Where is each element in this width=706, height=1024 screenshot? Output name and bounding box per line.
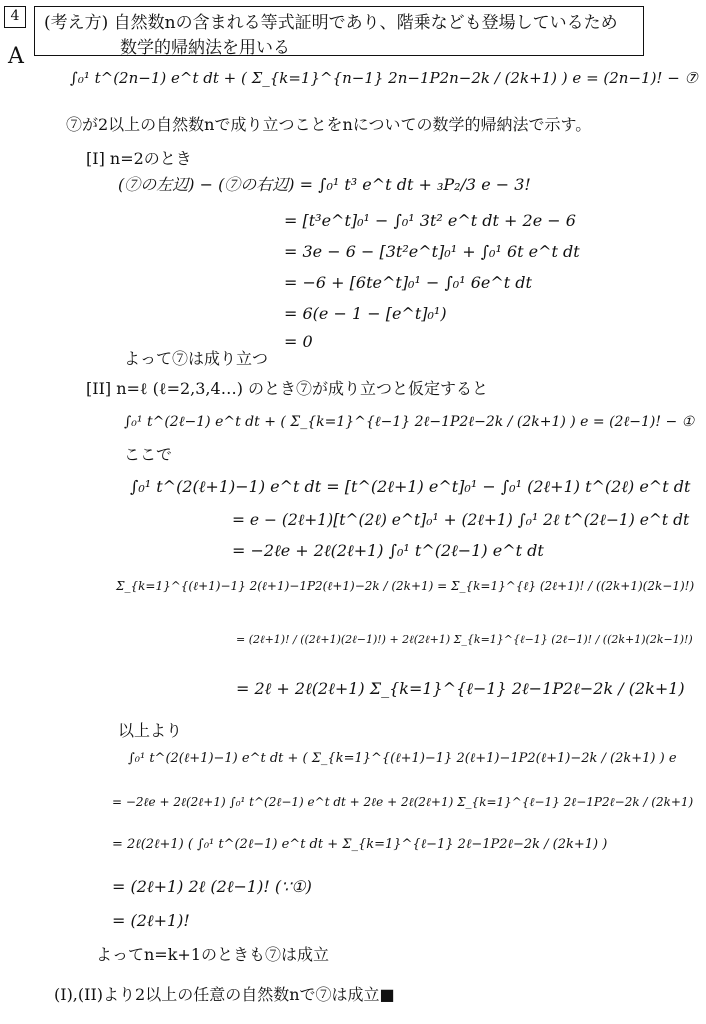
hint-line-1: (考え方) 自然数nの含まれる等式証明であり、階乗なども登場しているため (44, 13, 618, 33)
base-case-line: = [t³e^t]₀¹ − ∫₀¹ 3t² e^t dt + 2e − 6 (284, 211, 576, 230)
base-case-title: [I] n=2のとき (86, 149, 192, 168)
inductive-conclusion: よってn=k+1のときも⑦は成立 (96, 945, 329, 964)
combined-line: = 2ℓ(2ℓ+1) ( ∫₀¹ t^(2ℓ−1) e^t dt + Σ_{k=1}^{ℓ−1} 2ℓ−1P2ℓ−2k / (2k+1) ) (112, 837, 608, 852)
inductive-step-title: [II] n=ℓ (ℓ=2,3,4…) のとき⑦が成り立つと仮定すると (86, 379, 489, 398)
hint-line-2: 数学的帰納法を用いる (120, 38, 290, 58)
base-case-line: (⑦の左辺) − (⑦の右辺) = ∫₀¹ t³ e^t dt + ₃P₂/3 e − 3! (118, 175, 531, 194)
base-case-line: = 0 (284, 332, 313, 351)
base-case-conclusion: よって⑦は成り立つ (124, 349, 269, 368)
integral-line: = e − (2ℓ+1)[t^(2ℓ) e^t]₀¹ + (2ℓ+1) ∫₀¹ 2ℓ t^(2ℓ−1) e^t dt (232, 511, 690, 529)
combined-line: = (2ℓ+1)! (112, 911, 190, 930)
main-equation: ∫₀¹ t^(2n−1) e^t dt + ( Σ_{k=1}^{n−1} 2n−1P2n−2k / (2k+1) ) e = (2n−1)! − ⑦ (70, 69, 699, 87)
answer-label: A (8, 44, 24, 69)
integral-line: ∫₀¹ t^(2(ℓ+1)−1) e^t dt = [t^(2ℓ+1) e^t]₀¹ − ∫₀¹ (2ℓ+1) t^(2ℓ) e^t dt (130, 477, 691, 496)
base-case-line: = −6 + [6te^t]₀¹ − ∫₀¹ 6e^t dt (284, 273, 532, 292)
question-number-box: 4 (4, 6, 26, 28)
base-case-line: = 6(e − 1 − [e^t]₀¹) (284, 304, 447, 323)
sum-line: Σ_{k=1}^{(ℓ+1)−1} 2(ℓ+1)−1P2(ℓ+1)−2k / (2k+1) = Σ_{k=1}^{ℓ} (2ℓ+1)! / ((2k+1)(2k−1)!) (116, 579, 695, 593)
combined-line: = (2ℓ+1) 2ℓ (2ℓ−1)! (∵①) (112, 877, 312, 896)
intro-text: ⑦が2以上の自然数nで成り立つことをnについての数学的帰納法で示す。 (66, 115, 592, 134)
here-label: ここで (124, 445, 173, 464)
base-case-line: = 3e − 6 − [3t²e^t]₀¹ + ∫₀¹ 6t e^t dt (284, 242, 580, 261)
integral-line: = −2ℓe + 2ℓ(2ℓ+1) ∫₀¹ t^(2ℓ−1) e^t dt (232, 541, 544, 560)
combined-line: ∫₀¹ t^(2(ℓ+1)−1) e^t dt + ( Σ_{k=1}^{(ℓ+1)−1} 2(ℓ+1)−1P2(ℓ+1)−2k / (2k+1) ) e (128, 751, 677, 766)
combined-line: = −2ℓe + 2ℓ(2ℓ+1) ∫₀¹ t^(2ℓ−1) e^t dt + 2ℓe + 2ℓ(2ℓ+1) Σ_{k=1}^{ℓ−1} 2ℓ−1P2ℓ−2k / (2k+1) (112, 795, 694, 809)
final-conclusion: (I),(II)より2以上の任意の自然数nで⑦は成立■ (54, 985, 395, 1004)
inductive-assumption: ∫₀¹ t^(2ℓ−1) e^t dt + ( Σ_{k=1}^{ℓ−1} 2ℓ−1P2ℓ−2k / (2k+1) ) e = (2ℓ−1)! − ① (124, 414, 695, 430)
sum-line: = 2ℓ + 2ℓ(2ℓ+1) Σ_{k=1}^{ℓ−1} 2ℓ−1P2ℓ−2k / (2k+1) (236, 679, 685, 698)
sum-line: = (2ℓ+1)! / ((2ℓ+1)(2ℓ−1)!) + 2ℓ(2ℓ+1) Σ_{k=1}^{ℓ−1} (2ℓ−1)! / ((2k+1)(2k−1)!) (236, 633, 693, 646)
above-label: 以上より (118, 721, 183, 740)
